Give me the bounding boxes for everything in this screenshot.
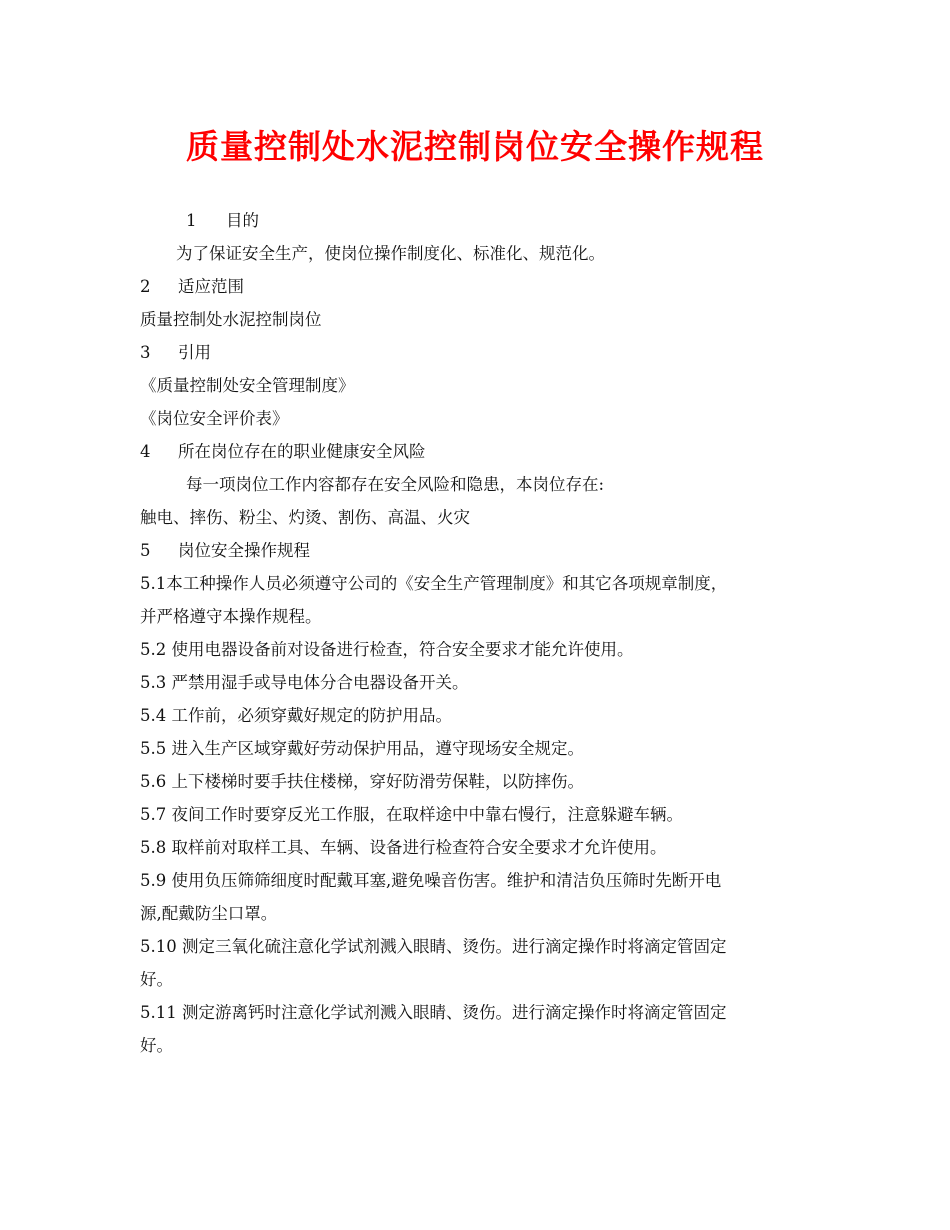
rule-line: 并严格遵守本操作规程。 xyxy=(140,607,322,626)
reference-item: 《质量控制处安全管理制度》 xyxy=(140,376,355,395)
section-number: 5 xyxy=(140,541,151,560)
section-title: 目的 xyxy=(226,211,259,230)
section-title: 所在岗位存在的职业健康安全风险 xyxy=(178,442,426,461)
rule-line: 5.9 使用负压筛筛细度时配戴耳塞,避免噪音伤害。维护和清洁负压筛时先断开电 xyxy=(140,871,722,890)
section-title: 岗位安全操作规程 xyxy=(178,541,310,560)
rule-line: 5.8 取样前对取样工具、车辆、设备进行检查符合安全要求才允许使用。 xyxy=(140,838,667,857)
section-3-heading xyxy=(140,336,820,369)
rule-line: 好。 xyxy=(140,1036,173,1055)
rule-line: 5.6 上下楼梯时要手扶住楼梯，穿好防滑劳保鞋，以防摔伤。 xyxy=(140,772,584,791)
section-title: 引用 xyxy=(178,343,211,362)
rule-line: 5.2 使用电器设备前对设备进行检查，符合安全要求才能允许使用。 xyxy=(140,640,634,659)
rule-line: 5.1本工种操作人员必须遵守公司的《安全生产管理制度》和其它各项规章制度， xyxy=(140,574,728,593)
section-1-text: 为了保证安全生产，使岗位操作制度化、标准化、规范化。 xyxy=(176,244,605,263)
section-1-heading xyxy=(140,204,820,237)
section-number: 4 xyxy=(140,442,151,461)
rule-line: 5.4 工作前，必须穿戴好规定的防护用品。 xyxy=(140,706,452,725)
reference-item: 《岗位安全评价表》 xyxy=(140,409,289,428)
section-4-text: 每一项岗位工作内容都存在安全风险和隐患，本岗位存在: xyxy=(186,475,605,494)
section-number: 2 xyxy=(140,277,151,296)
rule-line: 5.5 进入生产区域穿戴好劳动保护用品，遵守现场安全规定。 xyxy=(140,739,584,758)
section-number: 1 xyxy=(186,211,197,230)
section-5-heading xyxy=(140,534,820,567)
document-body xyxy=(140,204,820,1062)
rule-line: 5.11 测定游离钙时注意化学试剂溅入眼睛、烫伤。进行滴定操作时将滴定管固定 xyxy=(140,1003,727,1022)
rule-line: 5.3 严禁用湿手或导电体分合电器设备开关。 xyxy=(140,673,469,692)
section-2-heading xyxy=(140,270,820,303)
section-title: 适应范围 xyxy=(178,277,244,296)
section-2-text: 质量控制处水泥控制岗位 xyxy=(140,310,322,329)
section-number: 3 xyxy=(140,343,151,362)
rule-line: 源,配戴防尘口罩。 xyxy=(140,904,278,923)
section-4-heading xyxy=(140,435,820,468)
document-title: 质量控制处水泥控制岗位安全操作规程 xyxy=(186,127,764,166)
rule-line: 5.10 测定三氧化硫注意化学试剂溅入眼睛、烫伤。进行滴定操作时将滴定管固定 xyxy=(140,937,727,956)
rule-line: 好。 xyxy=(140,970,173,989)
risk-list: 触电、摔伤、粉尘、灼烫、割伤、高温、火灾 xyxy=(140,508,470,527)
rule-line: 5.7 夜间工作时要穿反光工作服，在取样途中中靠右慢行，注意躲避车辆。 xyxy=(140,805,683,824)
